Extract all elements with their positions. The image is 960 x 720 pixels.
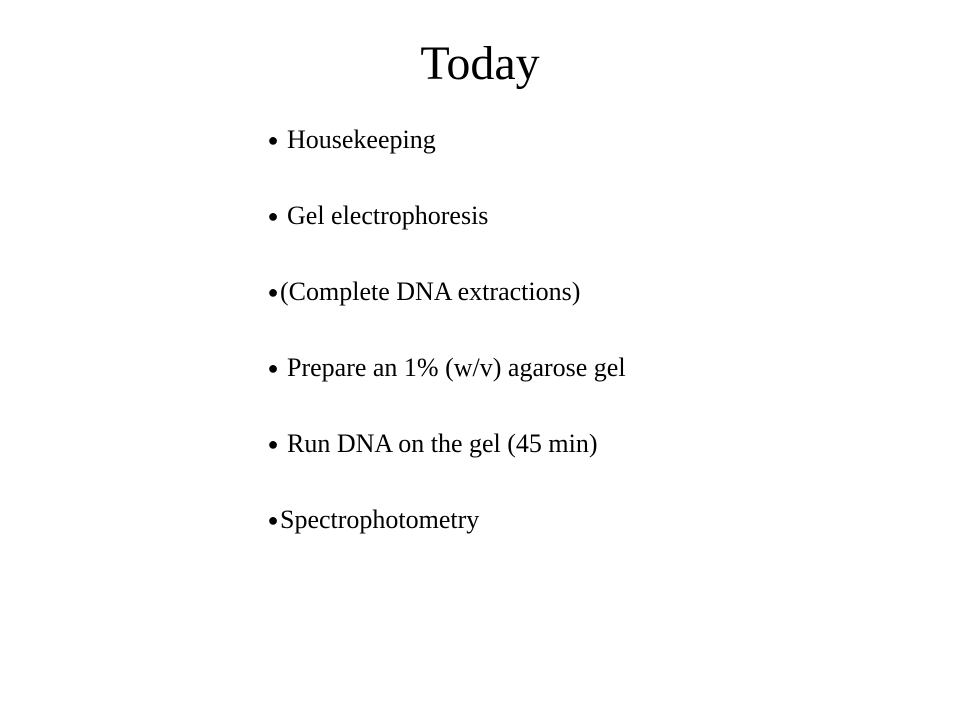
bullet-text: Prepare an 1% (w/v) agarose gel: [287, 353, 626, 382]
bullet-text: Housekeeping: [287, 125, 436, 154]
bullet-icon: ●: [267, 130, 279, 150]
bullet-icon: ●: [267, 434, 279, 454]
bullet-text: Spectrophotometry: [280, 505, 480, 534]
list-item: [266, 194, 626, 270]
bullet-icon: ●: [267, 282, 279, 302]
bullet-icon: ●: [267, 206, 279, 226]
list-item: [266, 498, 626, 574]
list-item: [266, 118, 626, 194]
bullet-icon: ●: [267, 358, 279, 378]
list-item: [266, 270, 626, 346]
list-item: [266, 422, 626, 498]
bullet-icon: ●: [267, 510, 279, 530]
bullet-text: (Complete DNA extractions): [280, 277, 581, 306]
slide-title: Today: [420, 37, 540, 90]
list-item: [266, 346, 626, 422]
bullet-list: [266, 118, 626, 574]
bullet-text: Run DNA on the gel (45 min): [287, 429, 598, 458]
bullet-text: Gel electrophoresis: [287, 201, 489, 230]
